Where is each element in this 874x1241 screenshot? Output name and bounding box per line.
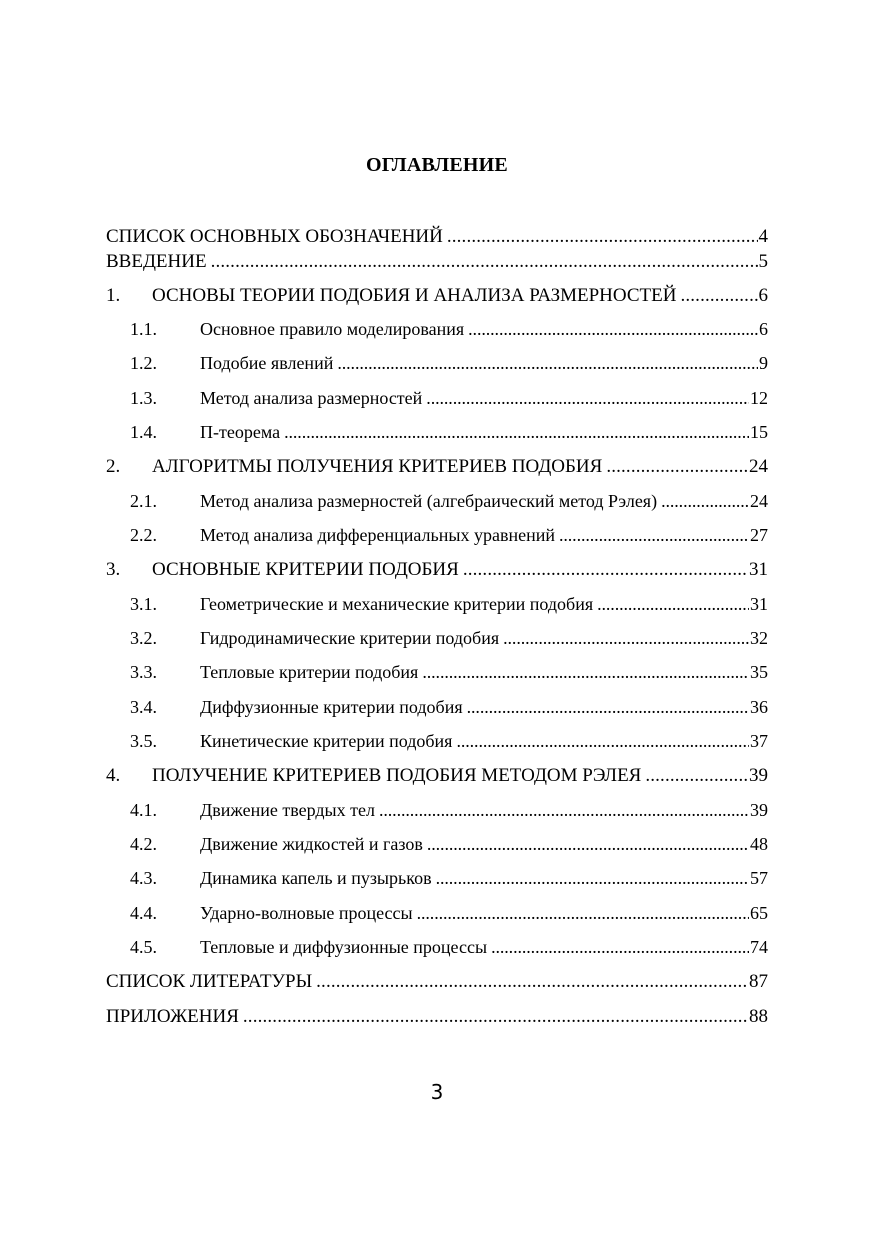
toc-entry-page: 31 bbox=[749, 559, 768, 580]
toc-leader-dots bbox=[284, 422, 749, 443]
toc-entry[interactable] bbox=[106, 903, 768, 929]
toc-entry-number: 4.5. bbox=[130, 937, 157, 957]
toc-leader-dots bbox=[463, 559, 748, 581]
toc-entry[interactable] bbox=[106, 868, 768, 894]
toc-entry[interactable] bbox=[106, 251, 768, 277]
toc-entry-page: 74 bbox=[750, 937, 768, 957]
toc-entry-title: Метод анализа дифференциальных уравнений bbox=[200, 525, 555, 545]
toc-leader-dots bbox=[447, 226, 758, 248]
page-title: ОГЛАВЛЕНИЕ bbox=[366, 154, 508, 176]
toc-entry-number: 2. bbox=[106, 456, 121, 477]
toc-entry-page: 31 bbox=[750, 594, 768, 614]
toc-entry-page: 36 bbox=[750, 697, 768, 717]
toc-entry[interactable] bbox=[106, 594, 768, 620]
toc-entry-title: Кинетические критерии подобия bbox=[200, 731, 453, 751]
toc-entry-title: Основное правило моделирования bbox=[200, 319, 465, 339]
toc-entry-number: 3.3. bbox=[130, 662, 157, 682]
toc-entry-title: СПИСОК ОСНОВНЫХ ОБОЗНАЧЕНИЙ bbox=[106, 226, 443, 247]
toc-entry[interactable] bbox=[106, 697, 768, 723]
toc-entry-title: Геометрические и механические критерии подобия bbox=[200, 594, 594, 614]
toc-leader-dots bbox=[379, 800, 749, 821]
toc-leader-dots bbox=[645, 765, 748, 787]
toc-leader-dots bbox=[211, 251, 758, 273]
toc-entry-page: 6 bbox=[758, 285, 768, 306]
toc-entry-page: 87 bbox=[749, 971, 768, 992]
toc-leader-dots bbox=[597, 594, 749, 615]
toc-entry-title: ПОЛУЧЕНИЕ КРИТЕРИЕВ ПОДОБИЯ МЕТОДОМ РЭЛЕЯ bbox=[152, 765, 642, 786]
toc-entry-page: 39 bbox=[749, 765, 768, 786]
toc-entry-title: АЛГОРИТМЫ ПОЛУЧЕНИЯ КРИТЕРИЕВ ПОДОБИЯ bbox=[152, 456, 603, 477]
toc-entry[interactable] bbox=[106, 285, 768, 311]
toc-entry-title: ОСНОВЫ ТЕОРИИ ПОДОБИЯ И АНАЛИЗА РАЗМЕРНОСТЕЙ bbox=[152, 285, 677, 306]
toc-entry-title: Метод анализа размерностей (алгебраический метод Рэлея) bbox=[200, 491, 658, 511]
toc-entry-page: 37 bbox=[750, 731, 768, 751]
toc-entry[interactable] bbox=[106, 834, 768, 860]
toc-entry-page: 6 bbox=[759, 319, 768, 339]
toc-entry-number: 1. bbox=[106, 285, 121, 306]
toc-entry-number: 3.4. bbox=[130, 697, 157, 717]
toc-entry-title: Гидродинамические критерии подобия bbox=[200, 628, 500, 648]
toc-leader-dots bbox=[316, 971, 748, 993]
toc-entry[interactable] bbox=[106, 388, 768, 414]
toc-entry[interactable] bbox=[106, 559, 768, 585]
toc-leader-dots bbox=[503, 628, 749, 649]
toc-entry-number: 1.1. bbox=[130, 319, 157, 339]
toc-leader-dots bbox=[426, 388, 749, 409]
toc-entry-title: П-теорема bbox=[200, 422, 281, 442]
toc-entry-title: Движение твердых тел bbox=[200, 800, 375, 820]
toc-entry-page: 65 bbox=[750, 903, 768, 923]
toc-entry[interactable] bbox=[106, 800, 768, 826]
toc-leader-dots bbox=[427, 834, 749, 855]
toc-entry-number: 4. bbox=[106, 765, 121, 786]
page-number: 3 bbox=[430, 1080, 444, 1104]
toc-entry-title: ОСНОВНЫЕ КРИТЕРИИ ПОДОБИЯ bbox=[152, 559, 459, 580]
toc-leader-dots bbox=[606, 456, 748, 478]
toc-entry-number: 3.1. bbox=[130, 594, 157, 614]
toc-entry-page: 27 bbox=[750, 525, 768, 545]
toc-entry-page: 12 bbox=[750, 388, 768, 408]
toc-entry-number: 4.1. bbox=[130, 800, 157, 820]
toc-entry-number: 2.1. bbox=[130, 491, 157, 511]
toc-entry-page: 39 bbox=[750, 800, 768, 820]
toc-entry-page: 9 bbox=[759, 353, 768, 373]
toc-entry[interactable] bbox=[106, 662, 768, 688]
toc-entry-page: 48 bbox=[750, 834, 768, 854]
toc-entry[interactable] bbox=[106, 456, 768, 482]
toc-entry-page: 5 bbox=[758, 251, 768, 272]
toc-entry-page: 57 bbox=[750, 868, 768, 888]
toc-entry-page: 32 bbox=[750, 628, 768, 648]
toc-leader-dots bbox=[491, 937, 749, 958]
toc-entry[interactable] bbox=[106, 765, 768, 791]
toc-entry[interactable] bbox=[106, 491, 768, 517]
toc-entry-number: 1.3. bbox=[130, 388, 157, 408]
toc-entry[interactable] bbox=[106, 226, 768, 252]
toc-entry-number: 2.2. bbox=[130, 525, 157, 545]
toc-entry[interactable] bbox=[106, 525, 768, 551]
toc-entry-number: 4.4. bbox=[130, 903, 157, 923]
toc-entry-title: Подобие явлений bbox=[200, 353, 334, 373]
toc-entry-title: Диффузионные критерии подобия bbox=[200, 697, 463, 717]
toc-entry-title: Ударно-волновые процессы bbox=[200, 903, 413, 923]
toc-entry[interactable] bbox=[106, 422, 768, 448]
toc-entry-title: Тепловые и диффузионные процессы bbox=[200, 937, 488, 957]
toc-leader-dots bbox=[422, 662, 749, 683]
toc-leader-dots bbox=[468, 319, 758, 340]
toc-leader-dots bbox=[661, 491, 749, 512]
toc-entry-page: 24 bbox=[750, 491, 768, 511]
toc-entry-number: 3. bbox=[106, 559, 121, 580]
toc-entry[interactable] bbox=[106, 1006, 768, 1032]
toc-entry-number: 1.2. bbox=[130, 353, 157, 373]
toc-entry[interactable] bbox=[106, 971, 768, 997]
toc-entry[interactable] bbox=[106, 937, 768, 963]
toc-entry[interactable] bbox=[106, 628, 768, 654]
toc-entry-title: Метод анализа размерностей bbox=[200, 388, 423, 408]
toc-entry-number: 4.3. bbox=[130, 868, 157, 888]
toc-leader-dots bbox=[243, 1006, 748, 1028]
toc-entry-page: 4 bbox=[758, 226, 768, 247]
toc-entry-title: Тепловые критерии подобия bbox=[200, 662, 419, 682]
toc-leader-dots bbox=[337, 353, 758, 374]
toc-leader-dots bbox=[436, 868, 749, 889]
toc-entry-title: ВВЕДЕНИЕ bbox=[106, 251, 207, 272]
toc-entry-number: 1.4. bbox=[130, 422, 157, 442]
toc-entry-title: СПИСОК ЛИТЕРАТУРЫ bbox=[106, 971, 313, 992]
toc-entry-page: 35 bbox=[750, 662, 768, 682]
toc-leader-dots bbox=[467, 697, 749, 718]
toc-leader-dots bbox=[456, 731, 749, 752]
toc-entry-number: 3.5. bbox=[130, 731, 157, 751]
toc-leader-dots bbox=[680, 285, 757, 307]
toc-entry-title: ПРИЛОЖЕНИЯ bbox=[106, 1006, 239, 1027]
toc-entry[interactable] bbox=[106, 731, 768, 757]
toc-entry[interactable] bbox=[106, 319, 768, 345]
toc-entry-page: 15 bbox=[750, 422, 768, 442]
toc-entry-number: 4.2. bbox=[130, 834, 157, 854]
toc-leader-dots bbox=[417, 903, 749, 924]
toc-entry[interactable] bbox=[106, 353, 768, 379]
toc-entry-title: Движение жидкостей и газов bbox=[200, 834, 423, 854]
toc-entry-title: Динамика капель и пузырьков bbox=[200, 868, 432, 888]
toc-entry-page: 88 bbox=[749, 1006, 768, 1027]
toc-entry-page: 24 bbox=[749, 456, 768, 477]
toc-leader-dots bbox=[559, 525, 749, 546]
toc-entry-number: 3.2. bbox=[130, 628, 157, 648]
